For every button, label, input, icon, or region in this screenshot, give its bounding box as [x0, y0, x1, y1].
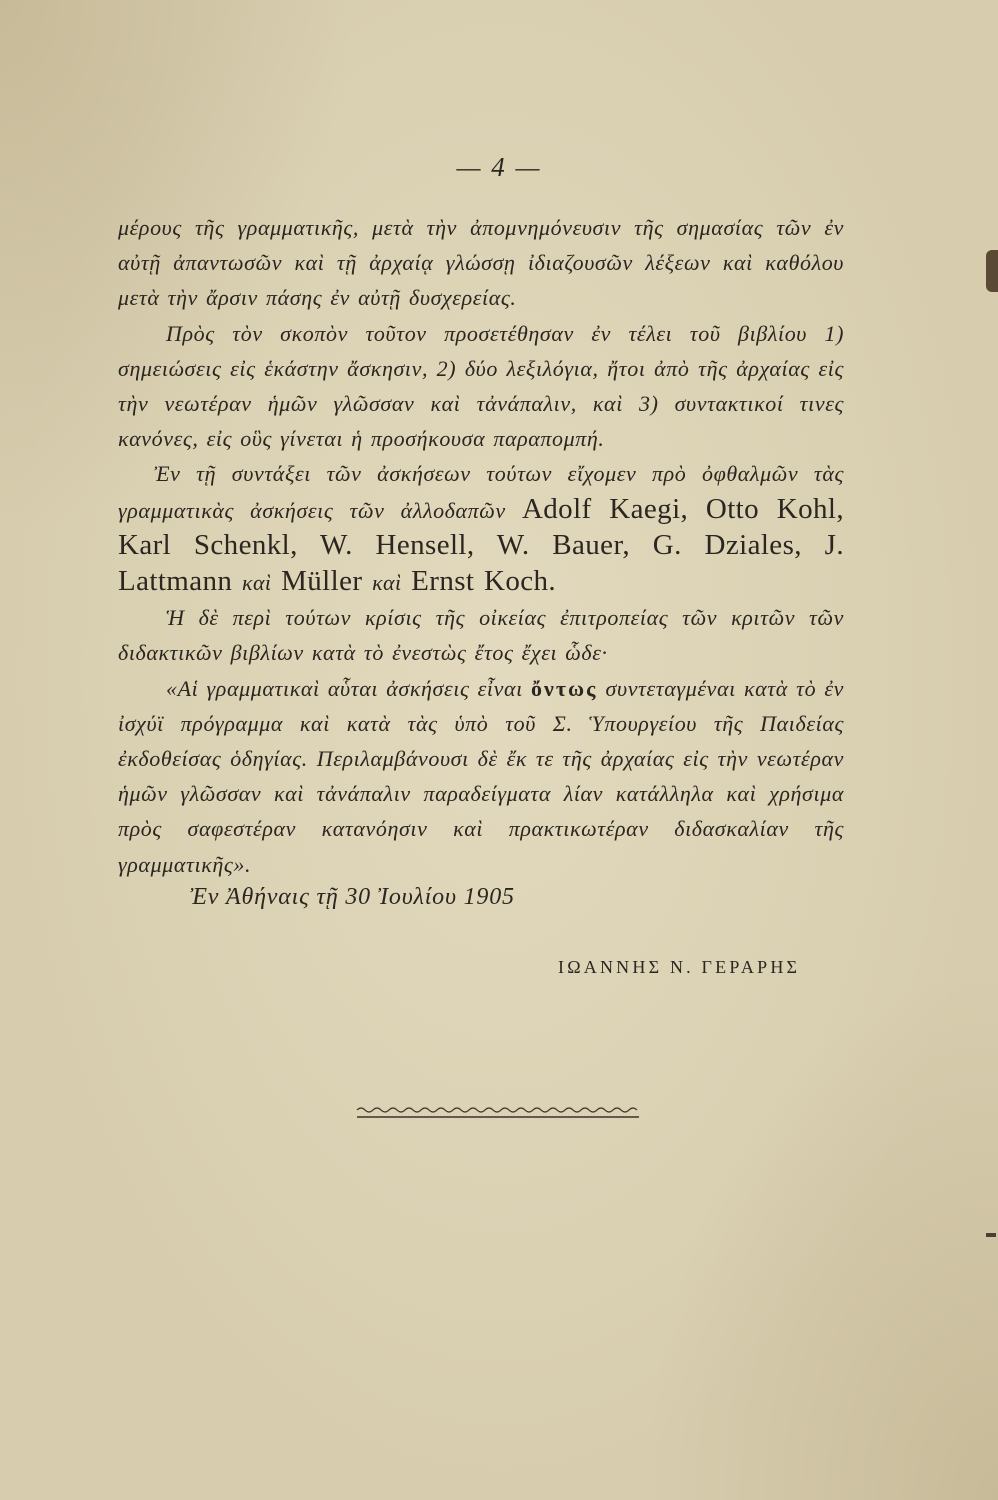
ornament-wave: [357, 1108, 637, 1112]
author-name-koch: Ernst Koch.: [411, 565, 557, 598]
author-signature: ΙΩΑΝΝΗΣ Ν. ΓΕΡΑΡΗΣ: [558, 957, 801, 977]
paragraph-3-intro: Ἐν τῇ συντάξει τῶν ἀσκήσεων τούτων εἴχομεν πρὸ ὀφθαλμῶν τὰς γραμματικὰς ἀσκήσεις τῶν ἀλλοδαπῶν: [118, 461, 844, 523]
paragraph-5-quote: [118, 671, 844, 882]
date-line: Ἐν Ἀθήναις τῇ 30 Ἰουλίου 1905: [190, 884, 515, 910]
page-number: — 4 —: [456, 152, 542, 182]
paragraph-4: Ἡ δὲ περὶ τούτων κρίσις τῆς οἰκείας ἐπιτροπείας τῶν κριτῶν τῶν διδακτικῶν βιβλίων κατὰ τὸ ἐνεστὼς ἔτος ἔχει ὧδε·: [118, 605, 844, 666]
edge-fleck: [986, 1233, 996, 1237]
paragraph-3: [118, 456, 844, 600]
quote-end: συντεταγμέναι κατὰ τὸ ἐν ἰσχύϊ πρόγραμμα καὶ κατὰ τὰς ὑπὸ τοῦ Σ. Ὑπουργείου τῆς Παιδείας ἐκδοθείσας ὁδηγίας. Περιλαμβάνουσι δὲ ἔκ τε τῆς ἀρχαίας εἰς τὴν νεωτέραν ἡμῶν γλῶσσαν καὶ τἀνάπαλιν παραδείγματα λίαν κατάλληλα καὶ χρήσιμα πρὸς σαφεστέραν κατανόησιν καὶ πρακτικωτέραν διδασκαλίαν τῆς γραμματικῆς».: [118, 675, 844, 877]
paragraph-1: μέρους τῆς γραμματικῆς, μετὰ τὴν ἀπομνημόνευσιν τῆς σημασίας τῶν ἐν αὐτῇ ἀπαντωσῶν καὶ τῇ ἀρχαίᾳ γλώσσῃ ἰδιαζουσῶν λέξεων καὶ καθόλου μετὰ τὴν ἄρσιν πάσης ἐν αὐτῇ δυσχερείας.: [118, 215, 844, 311]
author-name-muller: Müller: [281, 565, 363, 598]
conjunction-2: καὶ: [372, 570, 402, 596]
body-text: [118, 210, 844, 882]
paragraph-2: Πρὸς τὸν σκοπὸν τοῦτον προσετέθησαν ἐν τέλει τοῦ βιβλίου 1) σημειώσεις εἰς ἑκάστην ἄσκησιν, 2) δύο λεξιλόγια, ἤτοι ἀπὸ τῆς ἀρχαίας εἰς τὴν νεωτέραν ἡμῶν γλῶσσαν καὶ τἀνάπαλιν, καὶ 3) συντακτικοί τινες κανόνες, εἰς οὓς γίνεται ἡ προσήκουσα παραπομπή.: [118, 320, 844, 452]
binding-mark: [986, 250, 998, 292]
quote-emphasis: ὄντως: [531, 675, 598, 701]
quote-start: «Αἱ γραμματικαὶ αὗται ἀσκήσεις εἶναι: [166, 675, 523, 701]
author-names-list: Adolf Kaegi, Otto Kohl, Karl Schenkl, W. Hensell, W. Bauer, G. Dziales, J. Lattmann: [118, 492, 844, 598]
conjunction: καὶ: [242, 570, 272, 596]
ornamental-rule: [355, 1104, 641, 1124]
